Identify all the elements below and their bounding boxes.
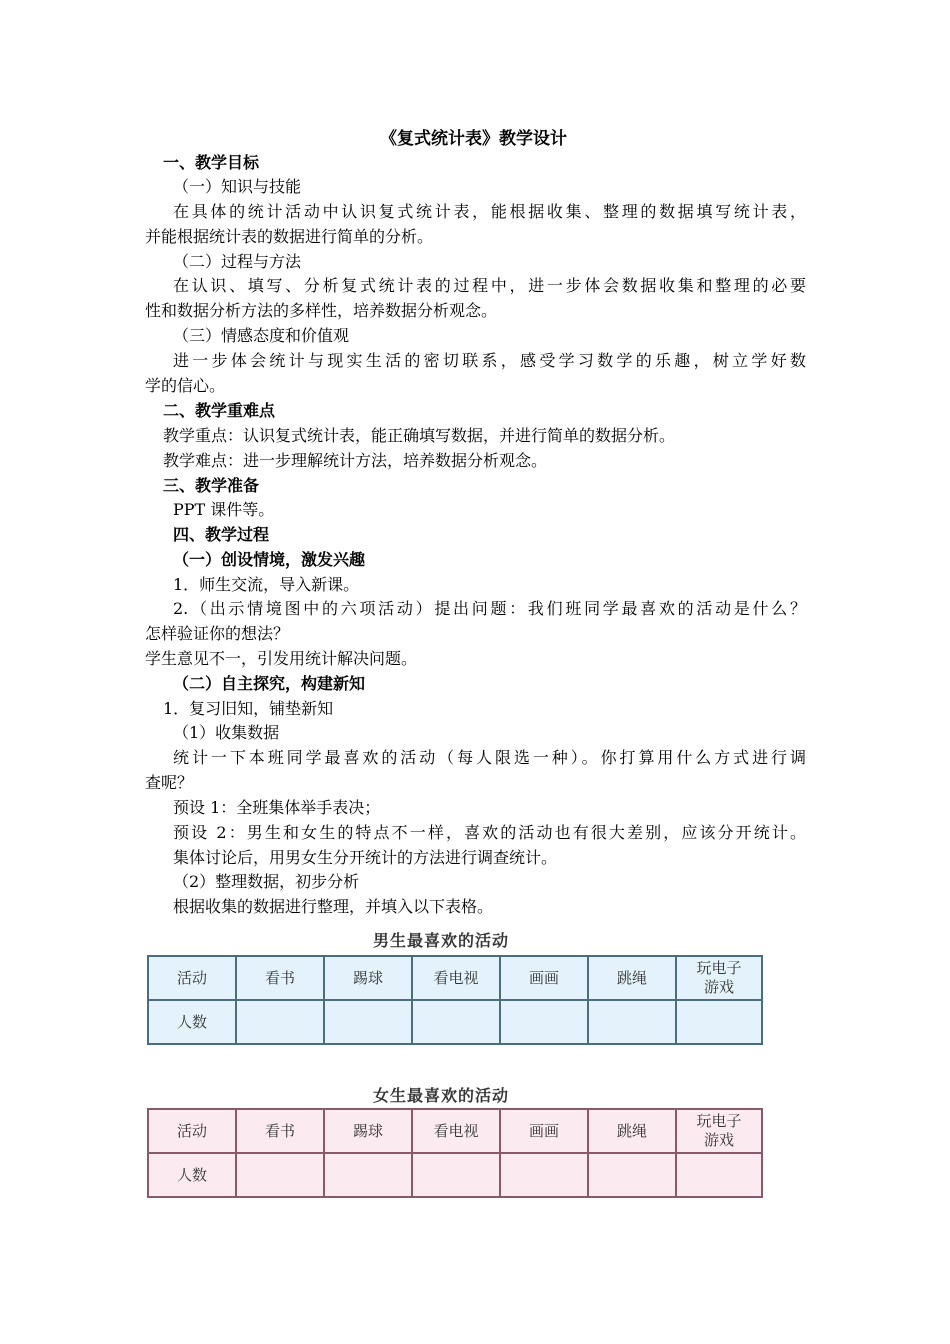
table-caption-boys: 男生最喜欢的活动 [373,931,510,950]
paragraph-line: 预设 1：全班集体举手表决； [173,798,381,817]
subsection-heading: （一）知识与技能 [173,177,302,196]
header-label-cell: 活动 [148,1109,236,1153]
table-count-row [148,1153,762,1197]
activity-cell-football: 踢球 [324,956,412,1000]
section-heading: 一、教学目标 [163,153,260,172]
row-label-cell: 人数 [148,1000,236,1044]
paragraph-line: 并能根据统计表的数据进行简单的分析。 [145,227,434,246]
paragraph-line: 1．师生交流，导入新课。 [173,575,360,594]
activity-cell-football: 踢球 [324,1109,412,1153]
subsection-heading: （二）过程与方法 [173,252,302,271]
paragraph-line: 在具体的统计活动中认识复式统计表，能根据收集、整理的数据填写统计表， [173,202,806,221]
paragraph-line: 1．复习旧知，铺垫新知 [163,699,334,718]
header-label-cell: 活动 [148,956,236,1000]
paragraph-line: 2.（出示情境图中的六项活动）提出问题：我们班同学最喜欢的活动是什么？ [173,599,806,618]
boys-activity-table [147,955,763,1045]
subsection-heading: （三）情感态度和价值观 [173,326,350,345]
paragraph-line: 集体讨论后，用男女生分开统计的方法进行调查统计。 [173,848,558,867]
girls-activity-table [147,1108,763,1198]
paragraph-line: 性和数据分析方法的多样性，培养数据分析观念。 [145,301,498,320]
count-cell[interactable] [588,1153,676,1197]
count-cell[interactable] [236,1000,324,1044]
table-header-row [148,1109,762,1153]
section-heading: 三、教学准备 [163,476,260,495]
activity-cell-tv: 看电视 [412,956,500,1000]
activity-cell-video-games [676,956,762,1000]
section-heading: 二、教学重难点 [163,401,276,420]
subsection-heading: （二）自主探究，构建新知 [173,674,366,693]
count-cell[interactable] [324,1153,412,1197]
count-cell[interactable] [500,1153,588,1197]
activity-cell-reading: 看书 [236,1109,324,1153]
row-label-cell: 人数 [148,1153,236,1197]
paragraph-line: 统计一下本班同学最喜欢的活动（每人限选一种）。你打算用什么方式进行调 [173,748,806,767]
activity-label-line: 玩电子 [696,1112,742,1130]
count-cell[interactable] [412,1000,500,1044]
paragraph-line: 学的信心。 [145,376,226,395]
count-cell[interactable] [676,1153,762,1197]
table-header-row [148,956,762,1000]
activity-label-line: 玩电子 [696,959,742,977]
activity-cell-drawing: 画画 [500,1109,588,1153]
paragraph-line: 教学重点：认识复式统计表，能正确填写数据，并进行简单的数据分析。 [163,426,676,445]
paragraph-line: 学生意见不一，引发用统计解决问题。 [145,649,418,668]
section-heading: 四、教学过程 [173,525,270,544]
paragraph-line: 在认识、填写、分析复式统计表的过程中，进一步体会数据收集和整理的必要 [173,276,806,295]
paragraph-line: 怎样验证你的想法？ [145,624,290,643]
paragraph-line: PPT 课件等。 [173,500,275,519]
count-cell[interactable] [412,1153,500,1197]
count-cell[interactable] [236,1153,324,1197]
activity-cell-video-games [676,1109,762,1153]
document-title: 《复式统计表》教学设计 [380,129,567,149]
activity-cell-jump-rope: 跳绳 [588,956,676,1000]
paragraph-line: 根据收集的数据进行整理，并填入以下表格。 [173,897,494,916]
count-cell[interactable] [500,1000,588,1044]
paragraph-line: （1）收集数据 [173,723,280,742]
activity-label-line: 游戏 [703,978,734,996]
activity-cell-tv: 看电视 [412,1109,500,1153]
paragraph-line: 进一步体会统计与现实生活的密切联系，感受学习数学的乐趣，树立学好数 [173,351,806,370]
paragraph-line: （2）整理数据，初步分析 [173,872,360,891]
paragraph-line: 查呢？ [145,773,194,792]
activity-cell-drawing: 画画 [500,956,588,1000]
paragraph-line: 教学难点：进一步理解统计方法，培养数据分析观念。 [163,451,548,470]
table-count-row [148,1000,762,1044]
table-caption-girls: 女生最喜欢的活动 [373,1086,510,1105]
count-cell[interactable] [324,1000,412,1044]
activity-label-line: 游戏 [703,1131,734,1149]
subsection-heading: （一）创设情境，激发兴趣 [173,550,366,569]
activity-cell-reading: 看书 [236,956,324,1000]
count-cell[interactable] [588,1000,676,1044]
count-cell[interactable] [676,1000,762,1044]
paragraph-line: 预设 2：男生和女生的特点不一样，喜欢的活动也有很大差别，应该分开统计。 [173,823,806,842]
activity-cell-jump-rope: 跳绳 [588,1109,676,1153]
